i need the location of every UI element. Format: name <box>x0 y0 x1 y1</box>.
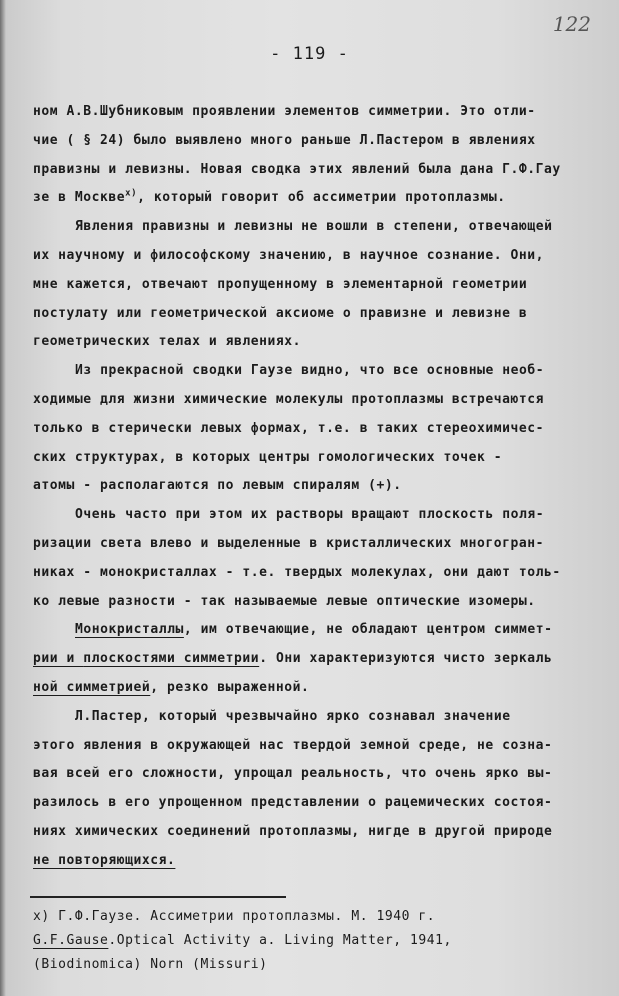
text-line: вая всей его сложности, упрощал реальность, что очень ярко вы- <box>33 766 553 782</box>
underlined-text: не повторяющихся. <box>33 852 176 868</box>
text-line <box>33 645 617 674</box>
archive-page-number: 122 <box>552 12 591 36</box>
text-line: этого явления в окружающей нас твердой земной среде, не созна- <box>33 737 553 753</box>
text-line: ниях химических соединений протоплазмы, нигде в другой природе <box>33 823 553 839</box>
footnote-marker: x) <box>125 189 138 200</box>
underlined-text: G.F.Gause <box>33 933 109 948</box>
text-line <box>33 184 617 213</box>
text-line <box>33 674 617 703</box>
footnote-separator <box>30 896 286 898</box>
text-line: только в стерически левых формах, т.е. в таких стереохимичес- <box>33 420 544 436</box>
footnote-line <box>33 929 617 953</box>
text-line: постулату или геометрической аксиоме о правизне и левизне в <box>33 305 528 321</box>
body-text <box>33 98 617 876</box>
text-line <box>33 847 617 876</box>
underlined-text: Монокристаллы <box>75 622 184 638</box>
text-line: никах - монокристаллах - т.е. твердых молекулах, они дают толь- <box>33 564 561 580</box>
text-line: Из прекрасной сводки Гаузе видно, что все основные необ- <box>75 363 545 379</box>
underlined-text: ной симметрией <box>33 679 151 695</box>
underlined-text: рии и <box>33 651 84 667</box>
text-segment: . Они характеризуются чисто зеркаль <box>259 651 553 667</box>
footnote-line: x) Г.Ф.Гаузе. Ассиметрии протоплазмы. М. 1940 г. <box>33 909 436 924</box>
page-number: - 119 - <box>270 44 349 64</box>
text-line: атомы - располагаются по левым спиралям (+). <box>33 478 402 494</box>
text-line: разилось в его упрощенном представлении о рацемических состоя- <box>33 795 553 811</box>
text-line: ном А.В.Шубниковым проявлении элементов симметрии. Это отли- <box>33 104 536 119</box>
scan-edge-shadow <box>0 0 6 996</box>
text-segment: , который говорит об ассиметрии протоплазмы. <box>137 190 506 206</box>
text-line: чие ( § 24) было выявлено много раньше Л.Пастером в явлениях <box>33 132 536 148</box>
underlined-text: плоскостями симметрии <box>83 651 260 667</box>
text-segment: , резко выраженной. <box>150 679 310 695</box>
text-line: правизны и левизны. Новая сводка этих явлений была дана Г.Ф.Гау <box>33 161 561 177</box>
text-line <box>33 616 617 645</box>
footnote-line: (Biodinomica) Norn (Missuri) <box>33 957 268 972</box>
text-line: геометрических телах и явлениях. <box>33 334 302 350</box>
text-segment: , им отвечающие, не обладают центром симмет- <box>183 622 553 638</box>
text-line: Л.Пастер, который чрезвычайно ярко сознавал значение <box>75 708 511 724</box>
footnotes <box>33 905 617 977</box>
text-line: Очень часто при этом их растворы вращают плоскость поля- <box>75 507 545 523</box>
text-line: Явления правизны и левизны не вошли в степени, отвечающей <box>75 219 553 235</box>
text-segment: зе в Москве <box>33 190 126 206</box>
text-line: ходимые для жизни химические молекулы протоплазмы встречаются <box>33 391 544 407</box>
text-line: ко левые разности - так называемые левые оптические изомеры. <box>33 593 536 609</box>
text-segment: .Optical Activity a. Living Matter, 1941, <box>108 933 452 948</box>
text-line: мне кажется, отвечают пропущенному в элементарной геометрии <box>33 276 528 292</box>
text-line: ризации света влево и выделенные в кристаллических многогран- <box>33 535 544 551</box>
text-line: их научному и философскому значению, в научное сознание. Они, <box>33 247 544 263</box>
text-line: ских структурах, в которых центры гомологических точек - <box>33 449 503 465</box>
